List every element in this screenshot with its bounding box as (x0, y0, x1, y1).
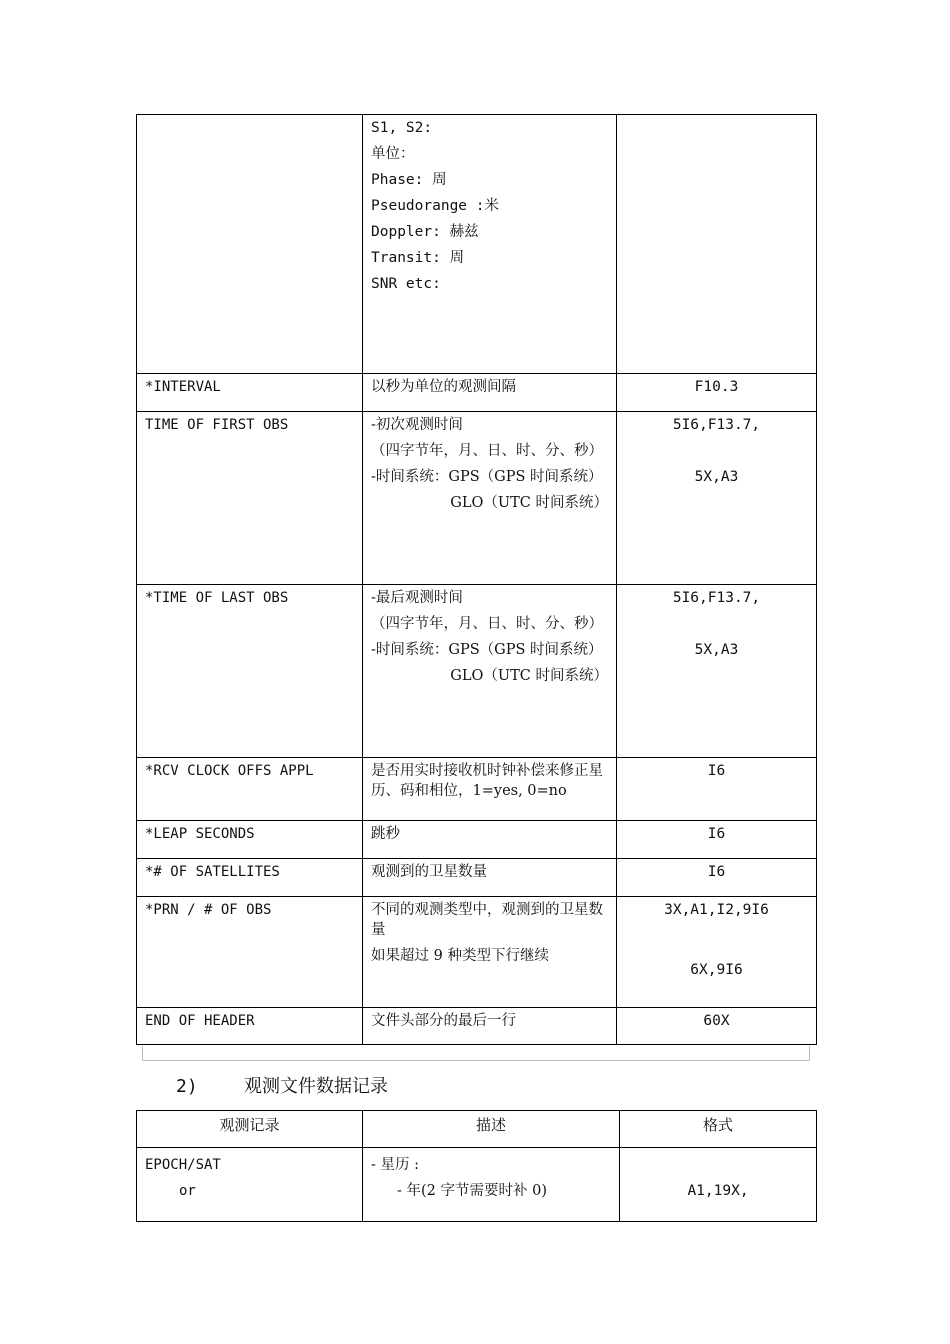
record-label (137, 821, 363, 859)
desc-line: 跳秒 (371, 826, 400, 842)
record-format (617, 758, 817, 821)
label-text: *PRN / # OF OBS (145, 902, 272, 918)
format-line: I6 (707, 864, 726, 880)
record-description (363, 585, 617, 758)
record-label (137, 1148, 363, 1222)
desc-line: 不同的观测类型中，观测到的卫星数量 (371, 902, 603, 938)
label-text: *# OF SATELLITES (145, 864, 280, 880)
format-line: I6 (707, 763, 726, 779)
table-row (137, 821, 817, 859)
format-line: 5I6,F13.7, (672, 590, 761, 606)
format-line: 6X,9I6 (690, 962, 743, 978)
desc-line: SNR etc: (371, 276, 441, 292)
desc-line: Phase: 周 (371, 172, 447, 188)
header-records-table (136, 114, 817, 1045)
record-label (137, 115, 363, 374)
label-text: END OF HEADER (145, 1013, 255, 1029)
label-text: *TIME OF LAST OBS (145, 590, 289, 606)
label-text: or (179, 1183, 196, 1199)
format-line: 5I6,F13.7, (672, 417, 761, 433)
record-format (617, 412, 817, 585)
desc-line: Pseudorange :米 (371, 198, 499, 214)
desc-line: -最后观测时间 (371, 590, 463, 606)
record-format (617, 859, 817, 897)
desc-line: Doppler: 赫兹 (371, 224, 479, 240)
record-label (137, 374, 363, 412)
desc-line: 以秒为单位的观测间隔 (371, 379, 516, 395)
record-description (363, 758, 617, 821)
record-description (363, 115, 617, 374)
record-format (617, 897, 817, 1008)
page-divider (142, 1046, 810, 1061)
table-row (137, 115, 817, 374)
format-line: F10.3 (694, 379, 739, 395)
table-row (137, 1148, 817, 1222)
format-line: 3X,A1,I2,9I6 (664, 902, 769, 918)
table-row (137, 412, 817, 585)
record-description (363, 897, 617, 1008)
label-text: *INTERVAL (145, 379, 221, 395)
desc-line: - 年(2 字节需要时补 0) (397, 1183, 547, 1199)
record-description (363, 1008, 617, 1045)
table-row (137, 374, 817, 412)
observation-records-table (136, 1110, 817, 1222)
desc-line: （四字节年，月、日、时、分、秒） (371, 616, 603, 632)
format-line: 5X,A3 (694, 469, 739, 485)
column-header: 格式 (620, 1111, 817, 1148)
section-heading (176, 1072, 388, 1098)
record-label (137, 585, 363, 758)
section-number: 2) (176, 1076, 198, 1097)
column-header: 描述 (363, 1111, 620, 1148)
label-text: EPOCH/SAT (145, 1157, 221, 1173)
table-row (137, 585, 817, 758)
format-line (628, 1155, 808, 1175)
desc-line: 如果超过 9 种类型下行继续 (371, 948, 549, 964)
format-line: 5X,A3 (694, 642, 739, 658)
record-description (363, 859, 617, 897)
record-format (617, 115, 817, 374)
record-format (617, 1008, 817, 1045)
record-description (363, 374, 617, 412)
record-format (617, 374, 817, 412)
desc-line: Transit: 周 (371, 250, 465, 266)
desc-line: - 星历 : (371, 1157, 420, 1173)
label-text: *RCV CLOCK OFFS APPL (145, 763, 314, 779)
table-row (137, 897, 817, 1008)
desc-line: 是否用实时接收机时钟补偿来修正星历、码和相位，1=yes, 0=no (371, 763, 603, 799)
record-label (137, 897, 363, 1008)
record-label (137, 1008, 363, 1045)
table-row (137, 758, 817, 821)
column-header: 观测记录 (137, 1111, 363, 1148)
table-header-row (137, 1111, 817, 1148)
record-label (137, 859, 363, 897)
label-text: TIME OF FIRST OBS (145, 417, 289, 433)
record-format (620, 1148, 817, 1222)
section-title: 观测文件数据记录 (244, 1076, 388, 1097)
record-format (617, 585, 817, 758)
format-line: I6 (707, 826, 726, 842)
desc-line: S1, S2: (371, 120, 433, 136)
label-text: *LEAP SECONDS (145, 826, 255, 842)
table-row (137, 1008, 817, 1045)
record-label (137, 758, 363, 821)
desc-line: GLO（UTC 时间系统） (450, 668, 608, 684)
format-line: A1,19X, (687, 1183, 749, 1199)
desc-line: -时间系统：GPS（GPS 时间系统） (371, 469, 603, 485)
desc-line: 单位： (371, 146, 415, 162)
record-label (137, 412, 363, 585)
desc-line: （四字节年，月、日、时、分、秒） (371, 443, 603, 459)
table-row (137, 859, 817, 897)
record-description (363, 1148, 620, 1222)
desc-line: -时间系统：GPS（GPS 时间系统） (371, 642, 603, 658)
record-description (363, 821, 617, 859)
desc-line: -初次观测时间 (371, 417, 463, 433)
desc-line: 观测到的卫星数量 (371, 864, 487, 880)
record-format (617, 821, 817, 859)
desc-line: 文件头部分的最后一行 (371, 1013, 516, 1029)
format-line: 60X (703, 1013, 730, 1029)
desc-line: GLO（UTC 时间系统） (450, 495, 608, 511)
record-description (363, 412, 617, 585)
